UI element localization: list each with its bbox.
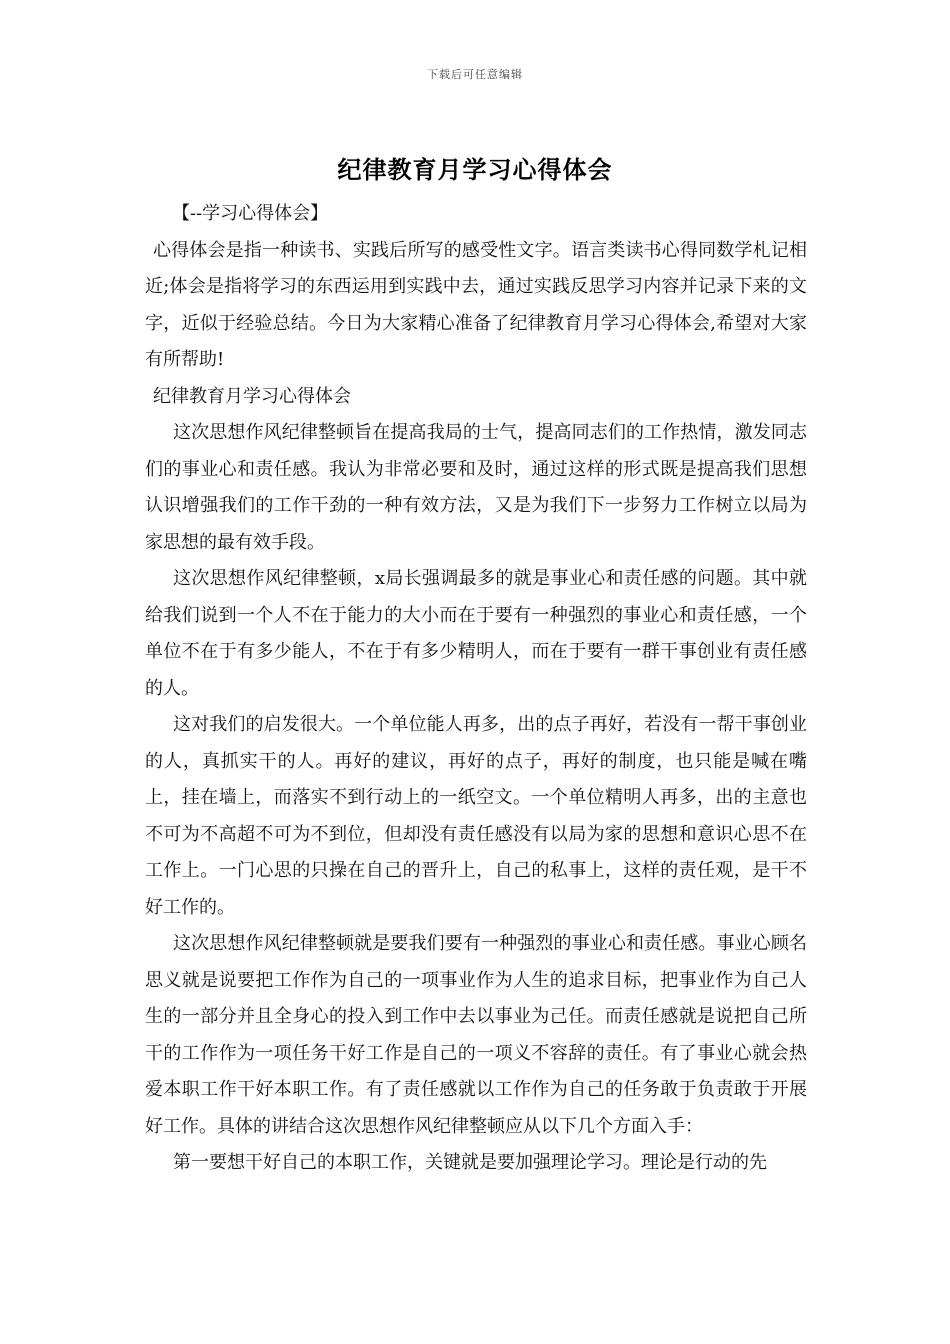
body-paragraph-3: 这对我们的启发很大。一个单位能人再多，出的点子再好，若没有一帮干事创业的人，真抓实干的人。再好的建议，再好的点子，再好的制度，也只能是喊在嘴上，挂在墙上，而落实不到行动上的一纸空文。一个单位精明人再多，出的主意也不可为不高超不可为不到位，但却没有责任感没有以局为家的思想和意识心思不在工作上。一门心思的只操在自己的晋升上，自己的私事上，这样的责任观，是干不好工作的。 xyxy=(145,714,807,918)
intro-paragraph: 心得体会是指一种读书、实践后所写的感受性文字。语言类读书心得同数学札记相近;体会是指将学习的东西运用到实践中去，通过实践反思学习内容并记录下来的文字，近似于经验总结。今日为大家精心准备了纪律教育月学习心得体会,希望对大家有所帮助! xyxy=(145,239,807,370)
body-paragraph-1: 这次思想作风纪律整顿旨在提高我局的士气，提高同志们的工作热情，激发同志们的事业心和责任感。我认为非常必要和及时，通过这样的形式既是提高我们思想认识增强我们的工作干劲的一种有效方法，又是为我们下一步努力工作树立以局为家思想的最有效手段。 xyxy=(145,422,807,553)
body-paragraph-4: 这次思想作风纪律整顿就是要我们要有一种强烈的事业心和责任感。事业心顾名思义就是说要把工作作为自己的一项事业作为人生的追求目标，把事业作为自己人生的一部分并且全身心的投入到工作中去以事业为己任。而责任感就是说把自己所干的工作作为一项任务干好工作是自己的一项义不容辞的责任。有了事业心就会热爱本职工作干好本职工作。有了责任感就以工作作为自己的任务敢于负责敢于开展好工作。具体的讲结合这次思想作风纪律整顿应从以下几个方面入手： xyxy=(145,933,807,1137)
document-body xyxy=(145,196,807,1182)
body-paragraph-5: 第一要想干好自己的本职工作，关键就是要加强理论学习。理论是行动的先 xyxy=(173,1152,767,1173)
section-title: 纪律教育月学习心得体会 xyxy=(153,385,351,407)
header-note: 下载后可任意编辑 xyxy=(427,68,523,81)
tag-line: 【--学习心得体会】 xyxy=(172,203,329,224)
document-title: 纪律教育月学习心得体会 xyxy=(337,155,613,184)
body-paragraph-2: 这次思想作风纪律整顿，x局长强调最多的就是事业心和责任感的问题。其中就给我们说到一个人不在于能力的大小而在于要有一种强烈的事业心和责任感，一个单位不在于有多少能人，不在于有多少精明人，而在于要有一群干事创业有责任感的人。 xyxy=(145,568,807,699)
